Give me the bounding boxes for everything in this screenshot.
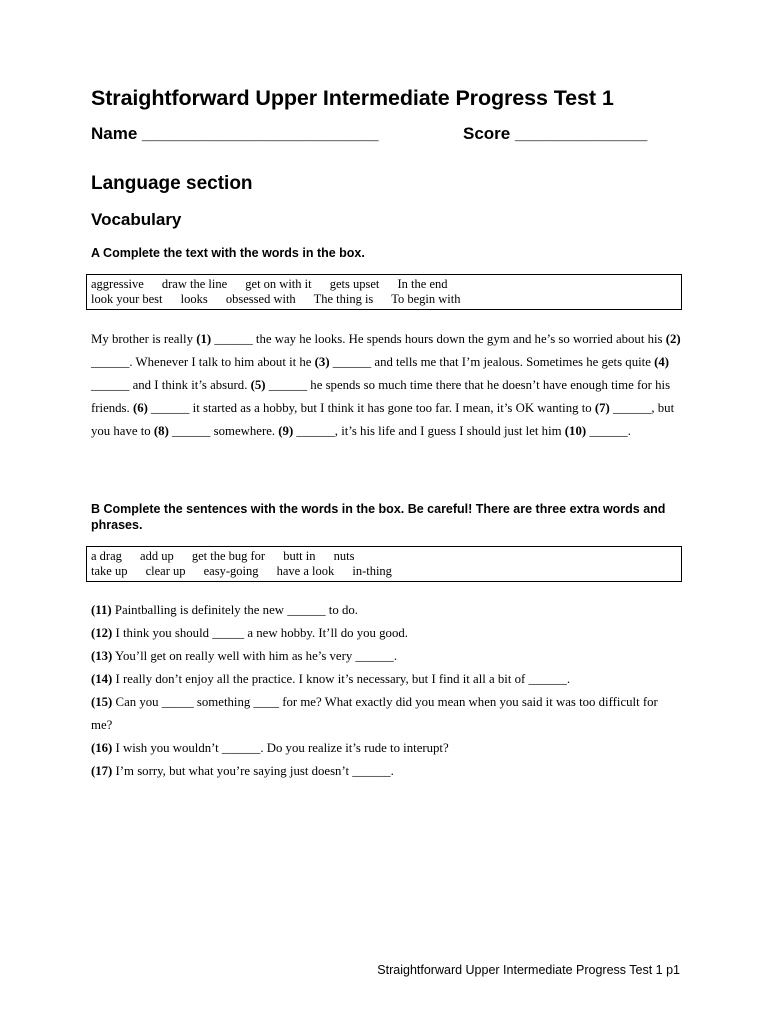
sentence-item bbox=[91, 599, 681, 622]
sentence-number: (12) bbox=[91, 626, 113, 640]
paragraph-text: My brother is really bbox=[91, 332, 197, 346]
gap-number: (2) bbox=[665, 332, 681, 346]
page-title: Straightforward Upper Intermediate Progress Test 1 bbox=[91, 86, 614, 110]
subsection-heading: Vocabulary bbox=[91, 210, 182, 229]
name-blank: _________________________ bbox=[142, 124, 379, 143]
name-field bbox=[91, 124, 378, 144]
part-a-paragraph bbox=[91, 328, 681, 443]
gap-number: (4) bbox=[654, 355, 669, 369]
part-a-instruction: A Complete the text with the words in the box. bbox=[91, 246, 365, 260]
sentence-text: Can you _____ something ____ for me? What exactly did you mean when you said it was too difficult for me? bbox=[91, 695, 658, 732]
word-box-item: draw the line bbox=[161, 277, 228, 291]
gap-number: (5) bbox=[250, 378, 266, 392]
gap-number: (8) bbox=[153, 424, 169, 438]
word-box-item: clear up bbox=[145, 564, 186, 578]
sentence-text: Paintballing is definitely the new ______ to do. bbox=[111, 603, 358, 617]
paragraph-text: ______, it’s his life and I guess I should just let him bbox=[293, 424, 565, 438]
section-heading: Language section bbox=[91, 173, 253, 194]
part-a-word-box bbox=[86, 274, 682, 310]
gap-number: (9) bbox=[278, 424, 294, 438]
word-box-item: get on with it bbox=[245, 277, 312, 291]
word-box-item: get the bug for bbox=[191, 549, 266, 563]
word-box-item: The thing is bbox=[313, 292, 374, 306]
part-b-word-box bbox=[86, 546, 682, 582]
page-footer: Straightforward Upper Intermediate Progress Test 1 p1 bbox=[377, 963, 680, 977]
word-box-item: have a look bbox=[276, 564, 335, 578]
word-box-item: aggressive bbox=[91, 277, 144, 291]
score-label: Score bbox=[463, 124, 511, 143]
word-box-row bbox=[91, 277, 677, 292]
sentence-item bbox=[91, 622, 681, 645]
name-label: Name bbox=[91, 124, 138, 143]
word-box-item: obsessed with bbox=[225, 292, 296, 306]
word-box-item: To begin with bbox=[391, 292, 461, 306]
paragraph-text: ______ it started as a hobby, but I think it has gone too far. I mean, it’s OK wanting to bbox=[147, 401, 595, 415]
gap-number: (6) bbox=[132, 401, 148, 415]
word-box-item: butt in bbox=[283, 549, 316, 563]
sentence-text: I wish you wouldn’t ______. Do you realize it’s rude to interupt? bbox=[112, 741, 449, 755]
paragraph-text: ______ he spends so much time there that he doesn’t have enough time for his friends. bbox=[91, 378, 671, 415]
word-box-item: take up bbox=[91, 564, 128, 578]
word-box-item: gets upset bbox=[329, 277, 380, 291]
word-box-row bbox=[91, 292, 677, 307]
paragraph-text: ______. Whenever I talk to him about it he bbox=[91, 355, 315, 369]
paragraph-text: ______, but you have to bbox=[91, 401, 675, 438]
gap-number: (10) bbox=[564, 424, 587, 438]
sentence-number: (11) bbox=[91, 603, 112, 617]
sentence-item bbox=[91, 691, 681, 737]
sentence-number: (16) bbox=[91, 741, 113, 755]
part-b-sentences bbox=[91, 599, 681, 783]
paragraph-text: ______. bbox=[586, 424, 631, 438]
sentence-number: (14) bbox=[91, 672, 113, 686]
sentence-number: (15) bbox=[91, 695, 113, 709]
word-box-item: easy-going bbox=[203, 564, 259, 578]
sentence-text: I’m sorry, but what you’re saying just doesn’t ______. bbox=[112, 764, 394, 778]
paragraph-text: ______ the way he looks. He spends hours down the gym and he’s so worried about his bbox=[211, 332, 666, 346]
sentence-item bbox=[91, 645, 681, 668]
word-box-item: in-thing bbox=[352, 564, 392, 578]
score-field bbox=[463, 124, 647, 144]
sentence-number: (13) bbox=[91, 649, 113, 663]
word-box-row bbox=[91, 564, 677, 579]
sentence-item bbox=[91, 668, 681, 691]
sentence-text: I really don’t enjoy all the practice. I know it’s necessary, but I find it all a bit of ______. bbox=[112, 672, 571, 686]
score-blank: ______________ bbox=[514, 124, 648, 143]
paragraph-text: ______ and I think it’s absurd. bbox=[91, 378, 251, 392]
word-box-item: a drag bbox=[91, 549, 122, 563]
gap-number: (3) bbox=[314, 355, 330, 369]
word-box-item: nuts bbox=[333, 549, 355, 563]
paragraph-text: ______ somewhere. bbox=[168, 424, 279, 438]
sentence-number: (17) bbox=[91, 764, 113, 778]
sentence-text: I think you should _____ a new hobby. It’ll do you good. bbox=[112, 626, 408, 640]
sentence-item bbox=[91, 737, 681, 760]
gap-number: (7) bbox=[594, 401, 610, 415]
paragraph-text: ______ and tells me that I’m jealous. Sometimes he gets quite bbox=[329, 355, 655, 369]
sentence-text: You’ll get on really well with him as he’s very ______. bbox=[112, 649, 398, 663]
gap-number: (1) bbox=[196, 332, 212, 346]
word-box-item: looks bbox=[180, 292, 208, 306]
part-b-instruction: B Complete the sentences with the words in the box. Be careful! There are three extra words and phrases. bbox=[91, 502, 666, 532]
word-box-item: look your best bbox=[91, 292, 163, 306]
word-box-row bbox=[91, 549, 677, 564]
word-box-item: In the end bbox=[397, 277, 448, 291]
word-box-item: add up bbox=[140, 549, 174, 563]
sentence-item bbox=[91, 760, 681, 783]
